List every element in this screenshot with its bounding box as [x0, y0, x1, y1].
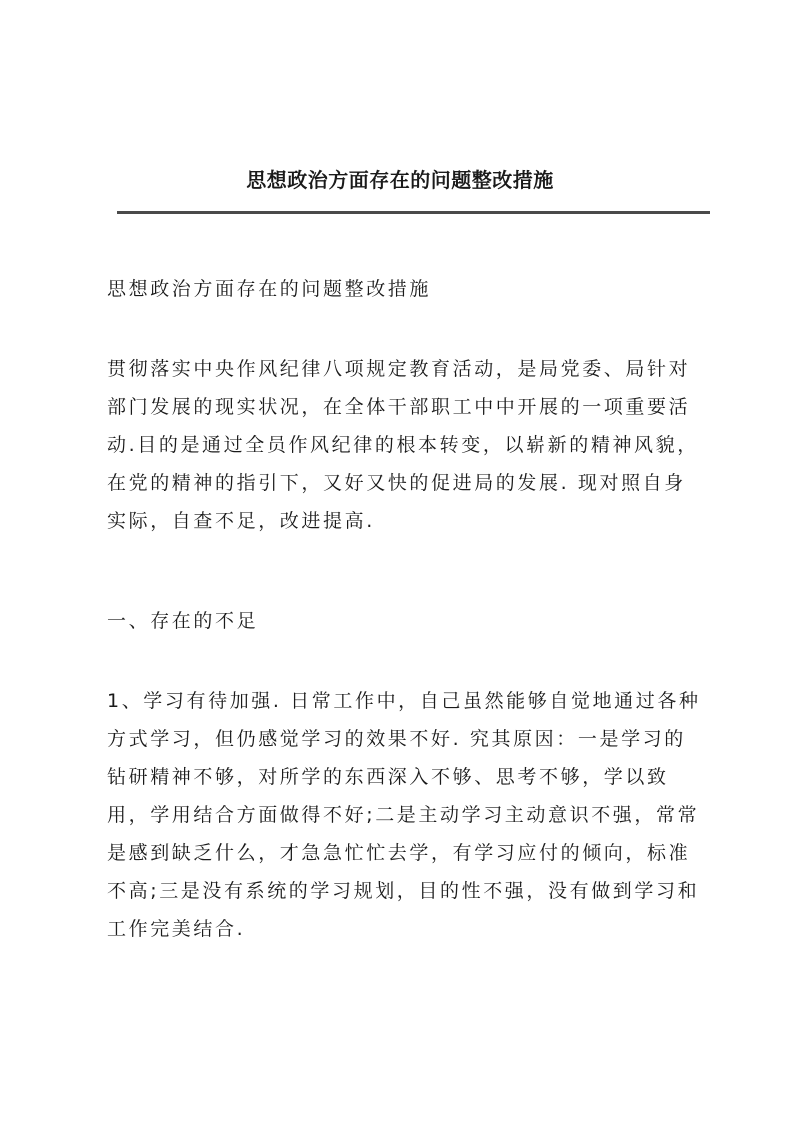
paragraph-intro: 贯彻落实中央作风纪律八项规定教育活动，是局党委、局针对部门发展的现实状况，在全体干部职工中中开展的一项重要活动.目的是通过全员作风纪律的根本转变，以崭新的精神风貌，在党的精神的指引下，又好又快的促进局的发展. 现对照自身实际，自查不足，改进提高.	[107, 358, 699, 532]
paragraph-heading: 思想政治方面存在的问题整改措施	[107, 278, 432, 300]
document-title: 思想政治方面存在的问题整改措施	[246, 168, 554, 192]
paragraph-item-1: 1、学习有待加强. 日常工作中，自己虽然能够自觉地通过各种方式学习，但仍感觉学习的效果不好. 究其原因：一是学习的钻研精神不够，对所学的东西深入不够、思考不够，学以致用，学用结合方面做得不好;二是主动学习主动意识不强，常常是感到缺乏什么，才急急忙忙去学，有学习应付的倾向，标准不高;三是没有系统的学习规划，目的性不强，没有做到学习和工作完美结合.	[107, 690, 701, 940]
title-divider	[117, 211, 710, 214]
section-heading: 一、存在的不足	[107, 610, 259, 632]
